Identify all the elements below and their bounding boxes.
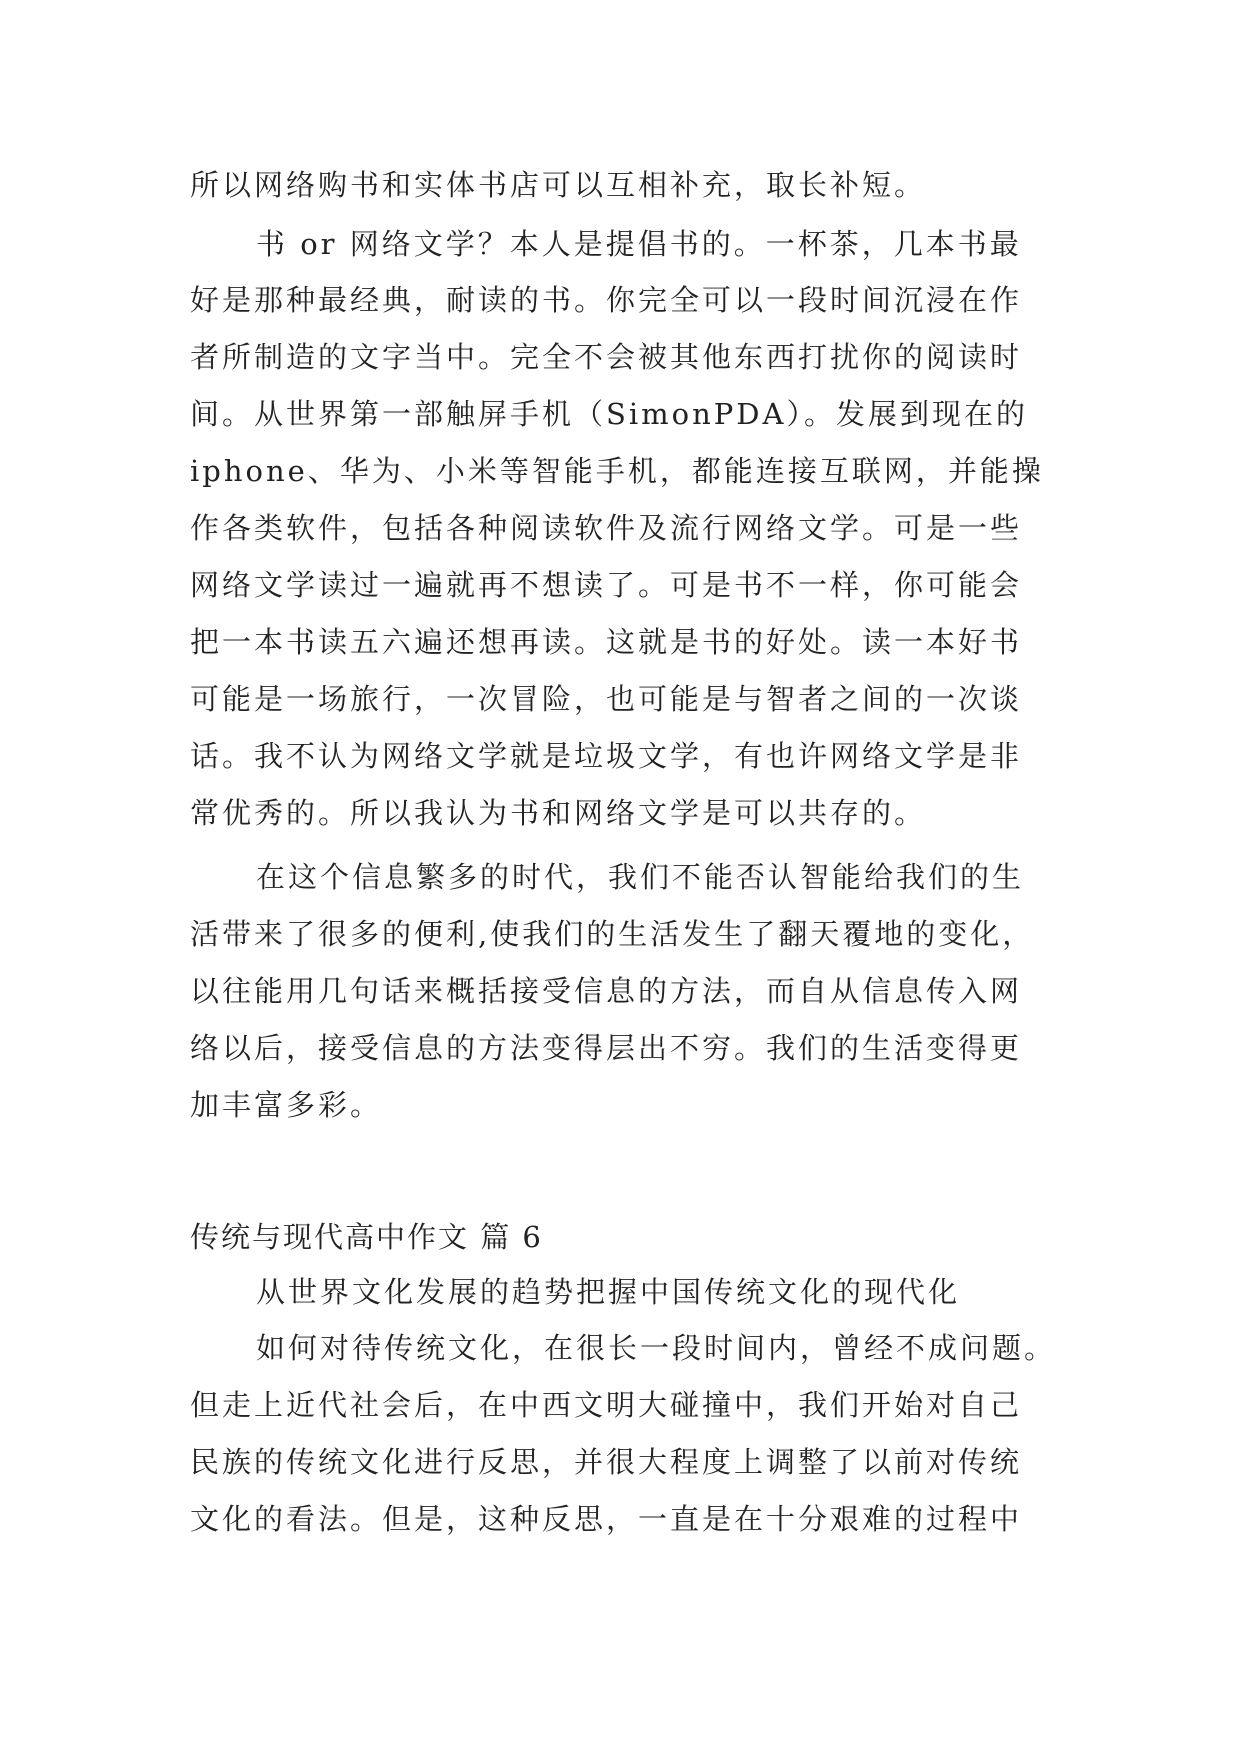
text-line: 话。我不认为网络文学就是垃圾文学，有也许网络文学是非 [190, 739, 1023, 773]
text-line: 把一本书读五六遍还想再读。这就是书的好处。读一本好书 [190, 625, 1023, 659]
text-line: 者所制造的文字当中。完全不会被其他东西打扰你的阅读时 [190, 340, 1023, 374]
section-heading: 传统与现代高中作文 篇 6 [190, 1220, 543, 1254]
text-line: 但走上近代社会后，在中西文明大碰撞中，我们开始对自己 [190, 1388, 1023, 1422]
text-line: 络以后，接受信息的方法变得层出不穷。我们的生活变得更 [190, 1031, 1023, 1065]
text-line: iphone、华为、小米等智能手机，都能连接互联网，并能操 [190, 454, 1044, 488]
text-line: 如何对待传统文化，在很长一段时间内，曾经不成问题。 [256, 1331, 1057, 1365]
text-line: 书 or 网络文学？本人是提倡书的。一杯茶，几本书最 [256, 227, 1022, 261]
text-line: 以往能用几句话来概括接受信息的方法，而自从信息传入网 [190, 974, 1023, 1008]
text-line: 活带来了很多的便利,使我们的生活发生了翻天覆地的变化， [190, 917, 1035, 951]
text-line: 作各类软件，包括各种阅读软件及流行网络文学。可是一些 [190, 511, 1023, 545]
text-line: 加丰富多彩。 [190, 1088, 383, 1122]
text-line: 网络文学读过一遍就再不想读了。可是书不一样，你可能会 [190, 568, 1023, 602]
text-line: 在这个信息繁多的时代，我们不能否认智能给我们的生 [256, 860, 1025, 894]
text-line: 民族的传统文化进行反思，并很大程度上调整了以前对传统 [190, 1445, 1023, 1479]
text-line: 文化的看法。但是，这种反思，一直是在十分艰难的过程中 [190, 1502, 1023, 1536]
text-line: 所以网络购书和实体书店可以互相补充，取长补短。 [190, 168, 927, 202]
text-line: 可能是一场旅行，一次冒险，也可能是与智者之间的一次谈 [190, 682, 1023, 716]
essay-title: 从世界文化发展的趋势把握中国传统文化的现代化 [256, 1275, 961, 1309]
text-line: 常优秀的。所以我认为书和网络文学是可以共存的。 [190, 796, 927, 830]
text-line: 间。从世界第一部触屏手机（SimonPDA）。发展到现在的 [190, 397, 1028, 431]
text-line: 好是那种最经典，耐读的书。你完全可以一段时间沉浸在作 [190, 283, 1023, 317]
